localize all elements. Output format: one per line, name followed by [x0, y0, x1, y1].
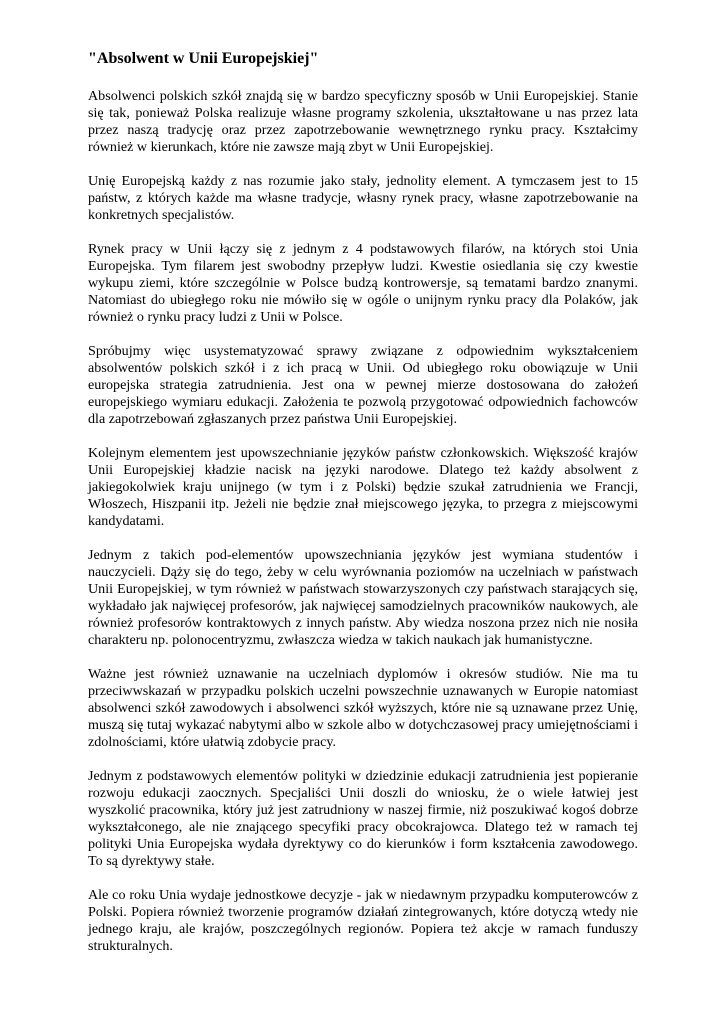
document-title: "Absolwent w Unii Europejskiej": [88, 50, 319, 67]
paragraph: Spróbujmy więc usystematyzować sprawy związane z odpowiednim wykształceniem absolwentów polskich szkół i z ich pracą w Unii. Od ubiegłego roku obowiązuje w Unii europejska strategia zatrudnienia. Jest ona w pewnej mierze dostosowana do założeń europejskiego wymiaru edukacji. Założenia te pozwolą przygotować odpowiednich fachowców dla zapotrzebowań zgłaszanych przez państwa Unii Europejskiej.: [88, 343, 638, 427]
paragraph: Jednym z takich pod-elementów upowszechniania języków jest wymiana studentów i nauczycieli. Dąży się do tego, żeby w celu wyrównania poziomów na uczelniach w państwach Unii Europejskiej, w tym również w państwach stowarzyszonych czy państwach starających się, wykładało jak najwięcej profesorów, jak najwięcej samodzielnych pracowników naukowych, ale również profesorów kontraktowych z innych państw. Aby wiedza noszona przez nich nie nosiła charakteru np. polonocentryzmu, zwłaszcza wiedza w takich naukach jak humanistyczne.: [88, 547, 638, 648]
paragraph: Absolwenci polskich szkół znajdą się w bardzo specyficzny sposób w Unii Europejskiej. Stanie się tak, ponieważ Polska realizuje własne programy szkolenia, ukształtowane u nas przez lata przez naszą tradycję oraz przez zapotrzebowanie wewnętrznego rynku pracy. Kształcimy również w kierunkach, które nie zawsze mają zbyt w Unii Europejskiej.: [88, 88, 638, 155]
paragraph: Kolejnym elementem jest upowszechnianie języków państw członkowskich. Większość krajów Unii Europejskiej kładzie nacisk na języki narodowe. Dlatego też każdy absolwent z jakiegokolwiek kraju unijnego (w tym i z Polski) będzie szukał zatrudnienia we Francji, Włoszech, Hiszpanii itp. Jeżeli nie będzie znał miejscowego języka, to przegra z miejscowymi kandydatami.: [88, 445, 638, 529]
document-page: [88, 48, 638, 972]
paragraph: Ale co roku Unia wydaje jednostkowe decyzje - jak w niedawnym przypadku komputerowców z Polski. Popiera również tworzenie programów działań zintegrowanych, które dotyczą wtedy nie jednego kraju, ale krajów, poszczególnych regionów. Popiera też akcje w ramach funduszy strukturalnych.: [88, 887, 638, 954]
paragraph: Unię Europejską każdy z nas rozumie jako stały, jednolity element. A tymczasem jest to 15 państw, z których każde ma własne tradycje, własny rynek pracy, własne zapotrzebowanie na konkretnych specjalistów.: [88, 173, 638, 223]
paragraph: Rynek pracy w Unii łączy się z jednym z 4 podstawowych filarów, na których stoi Unia Europejska. Tym filarem jest swobodny przepływ ludzi. Kwestie osiedlania się czy kwestie wykupu ziemi, które szczególnie w Polsce budzą kontrowersje, są tematami bardzo znanymi. Natomiast do ubiegłego roku nie mówiło się w ogóle o unijnym rynku pracy dla Polaków, jak również o rynku pracy ludzi z Unii w Polsce.: [88, 241, 638, 325]
paragraph: Jednym z podstawowych elementów polityki w dziedzinie edukacji zatrudnienia jest popieranie rozwoju edukacji zaocznych. Specjaliści Unii doszli do wniosku, że o wiele łatwiej jest wyszkolić pracownika, który już jest zatrudniony w naszej firmie, niż poszukiwać kogoś dobrze wykształconego, ale nie znającego specyfiki pracy obcokrajowca. Dlatego też w ramach tej polityki Unia Europejska wydała dyrektywy co do kierunków i form kształcenia zawodowego. To są dyrektywy stałe.: [88, 768, 638, 869]
paragraph: Ważne jest również uznawanie na uczelniach dyplomów i okresów studiów. Nie ma tu przeciwwskazań w przypadku polskich uczelni powszechnie uznawanych w Europie natomiast absolwenci szkół zawodowych i absolwenci szkół wyższych, które nie są uznawane przez Unię, muszą się tutaj wykazać nabytymi albo w szkole albo w dotychczasowej pracy umiejętnościami i zdolnościami, które ułatwią zdobycie pracy.: [88, 666, 638, 750]
